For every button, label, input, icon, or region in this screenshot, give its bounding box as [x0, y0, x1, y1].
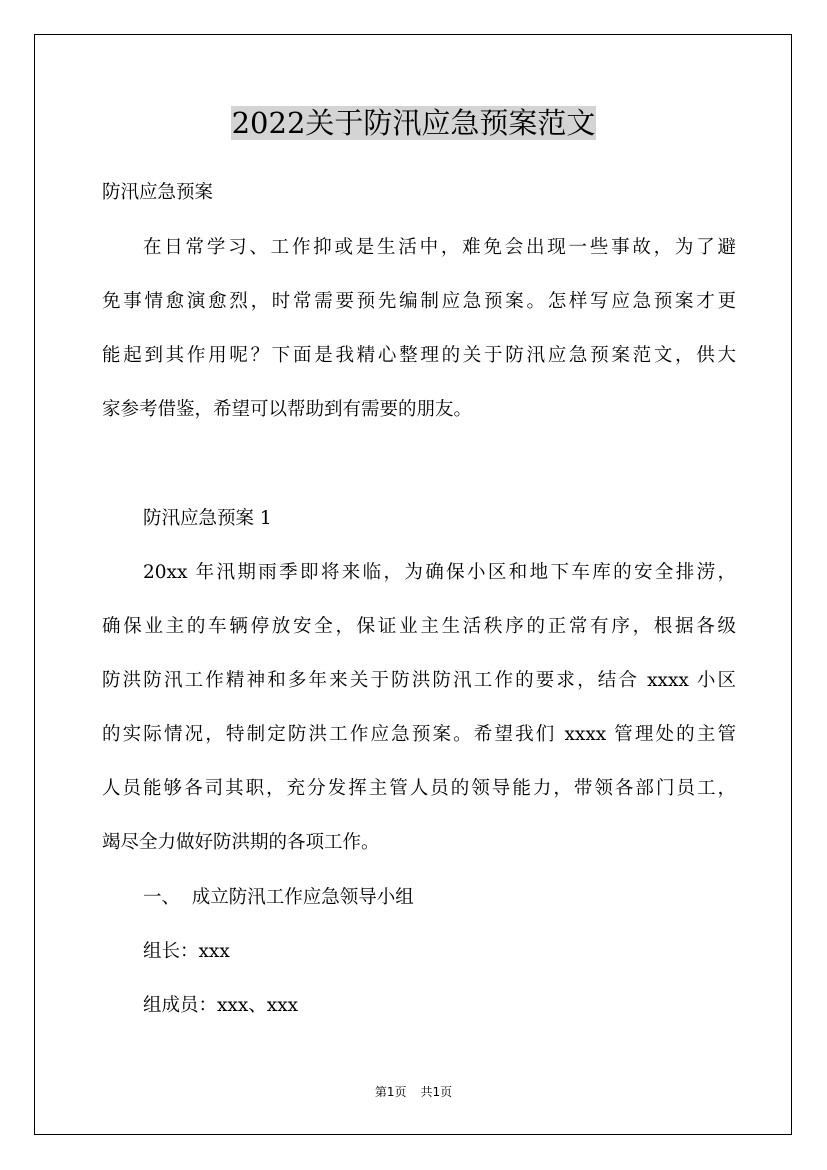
page-total: 共1页 — [420, 1085, 453, 1099]
body-line-5: 人员能够各司其职，充分发挥主管人员的领导能力，带领各部门员工， — [102, 778, 736, 799]
document-title-text: 2022关于防汛应急预案范文 — [231, 106, 596, 140]
page-current: 第1页 — [374, 1085, 407, 1099]
section-one-heading: 一、 成立防汛工作应急领导小组 — [143, 887, 414, 908]
subheading: 防汛应急预案 1 — [143, 508, 272, 529]
body-line-2: 确保业主的车辆停放安全，保证业主生活秩序的正常有序，根据各级 — [102, 616, 736, 637]
body-line-6: 竭尽全力做好防洪期的各项工作。 — [102, 832, 380, 853]
members-line: 组成员：xxx、xxx — [143, 995, 299, 1016]
intro-line-1: 在日常学习、工作抑或是生活中，难免会出现一些事故，为了避 — [143, 237, 736, 258]
intro-line-2: 免事情愈演愈烈，时常需要预先编制应急预案。怎样写应急预案才更 — [102, 291, 736, 312]
document-title — [0, 103, 827, 143]
intro-line-3: 能起到其作用呢？下面是我精心整理的关于防汛应急预案范文，供大 — [102, 345, 736, 366]
body-line-4: 的实际情况，特制定防洪工作应急预案。希望我们 xxxx 管理处的主管 — [102, 724, 736, 745]
body-line-3: 防洪防汛工作精神和多年来关于防洪防汛工作的要求，结合 xxxx 小区 — [102, 670, 736, 691]
leader-line: 组长：xxx — [143, 941, 230, 962]
heading: 防汛应急预案 — [102, 182, 214, 203]
intro-line-4: 家参考借鉴，希望可以帮助到有需要的朋友。 — [102, 399, 473, 420]
page-footer — [0, 1084, 827, 1100]
body-line-1: 20xx 年汛期雨季即将来临，为确保小区和地下车库的安全排涝， — [143, 562, 736, 583]
